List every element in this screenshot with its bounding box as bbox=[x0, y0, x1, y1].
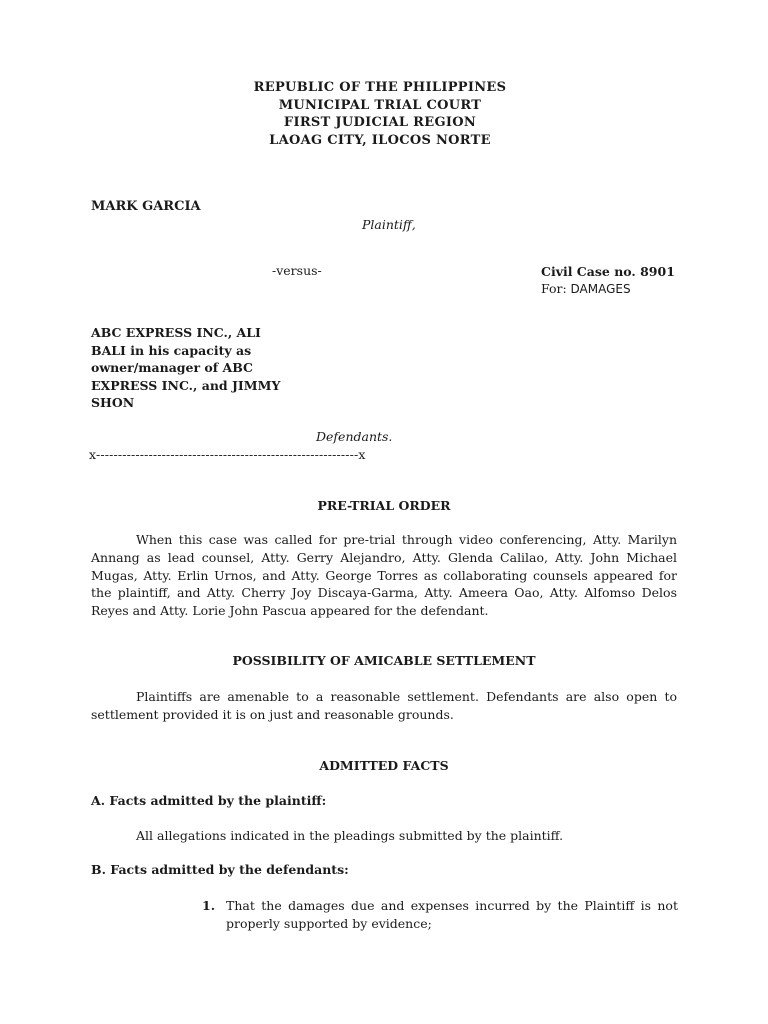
court-header bbox=[0, 79, 768, 149]
caption-separator: x------------------------------------------------------------x bbox=[89, 447, 366, 462]
settlement-title: POSSIBILITY OF AMICABLE SETTLEMENT bbox=[232, 653, 536, 668]
header-region: FIRST JUDICIAL REGION bbox=[283, 115, 477, 130]
case-nature bbox=[541, 281, 631, 296]
pretrial-paragraph: When this case was called for pre-trial through video conferencing, Atty. Marilyn Annang as lead counsel, Atty. Gerry Alejandro, Atty. Glenda Calilao, Atty. John Michael Mugas, Atty. Erlin Urnos, and Atty. George Torres as collaborating counsels appeared for the plaintiff, and Atty. Cherry Joy Discaya-Garma, Atty. Ameera Oao, Atty. Alfomso Delos Reyes and Atty. Lorie John Pascua appeared for the defendant. bbox=[91, 532, 677, 619]
pretrial-order-title: PRE-TRIAL ORDER bbox=[317, 498, 451, 513]
plaintiff-name: MARK GARCIA bbox=[91, 199, 201, 214]
versus-label: -versus- bbox=[272, 263, 322, 278]
plaintiff-facts-text: All allegations indicated in the pleadings submitted by the plaintiff. bbox=[136, 828, 564, 843]
item-number: 1. bbox=[202, 898, 216, 913]
plaintiff-role: Plaintiff, bbox=[362, 217, 416, 232]
plaintiff-facts-heading: A. Facts admitted by the plaintiff: bbox=[91, 793, 327, 808]
case-number: Civil Case no. 8901 bbox=[541, 264, 675, 279]
header-republic: REPUBLIC OF THE PHILIPPINES bbox=[253, 80, 507, 95]
header-court: MUNICIPAL TRIAL COURT bbox=[278, 97, 482, 113]
numbered-item bbox=[202, 897, 678, 933]
defendants-names: ABC EXPRESS INC., ALI BALI in his capacity as owner/manager of ABC EXPRESS INC., and JIMMY SHON bbox=[91, 325, 281, 411]
item-text: That the damages due and expenses incurred by the Plaintiff is not properly supported by evidence; bbox=[226, 898, 678, 931]
defendants-role: Defendants. bbox=[316, 429, 393, 444]
header-city: LAOAG CITY, ILOCOS NORTE bbox=[269, 132, 491, 148]
admitted-facts-title: ADMITTED FACTS bbox=[319, 758, 449, 773]
defendants-facts-heading: B. Facts admitted by the defendants: bbox=[91, 862, 349, 877]
case-for-value: DAMAGES bbox=[566, 282, 631, 296]
case-for-label: For: bbox=[541, 281, 567, 296]
settlement-paragraph: Plaintiffs are amenable to a reasonable settlement. Defendants are also open to settlement provided it is on just and reasonable grounds. bbox=[91, 689, 677, 722]
